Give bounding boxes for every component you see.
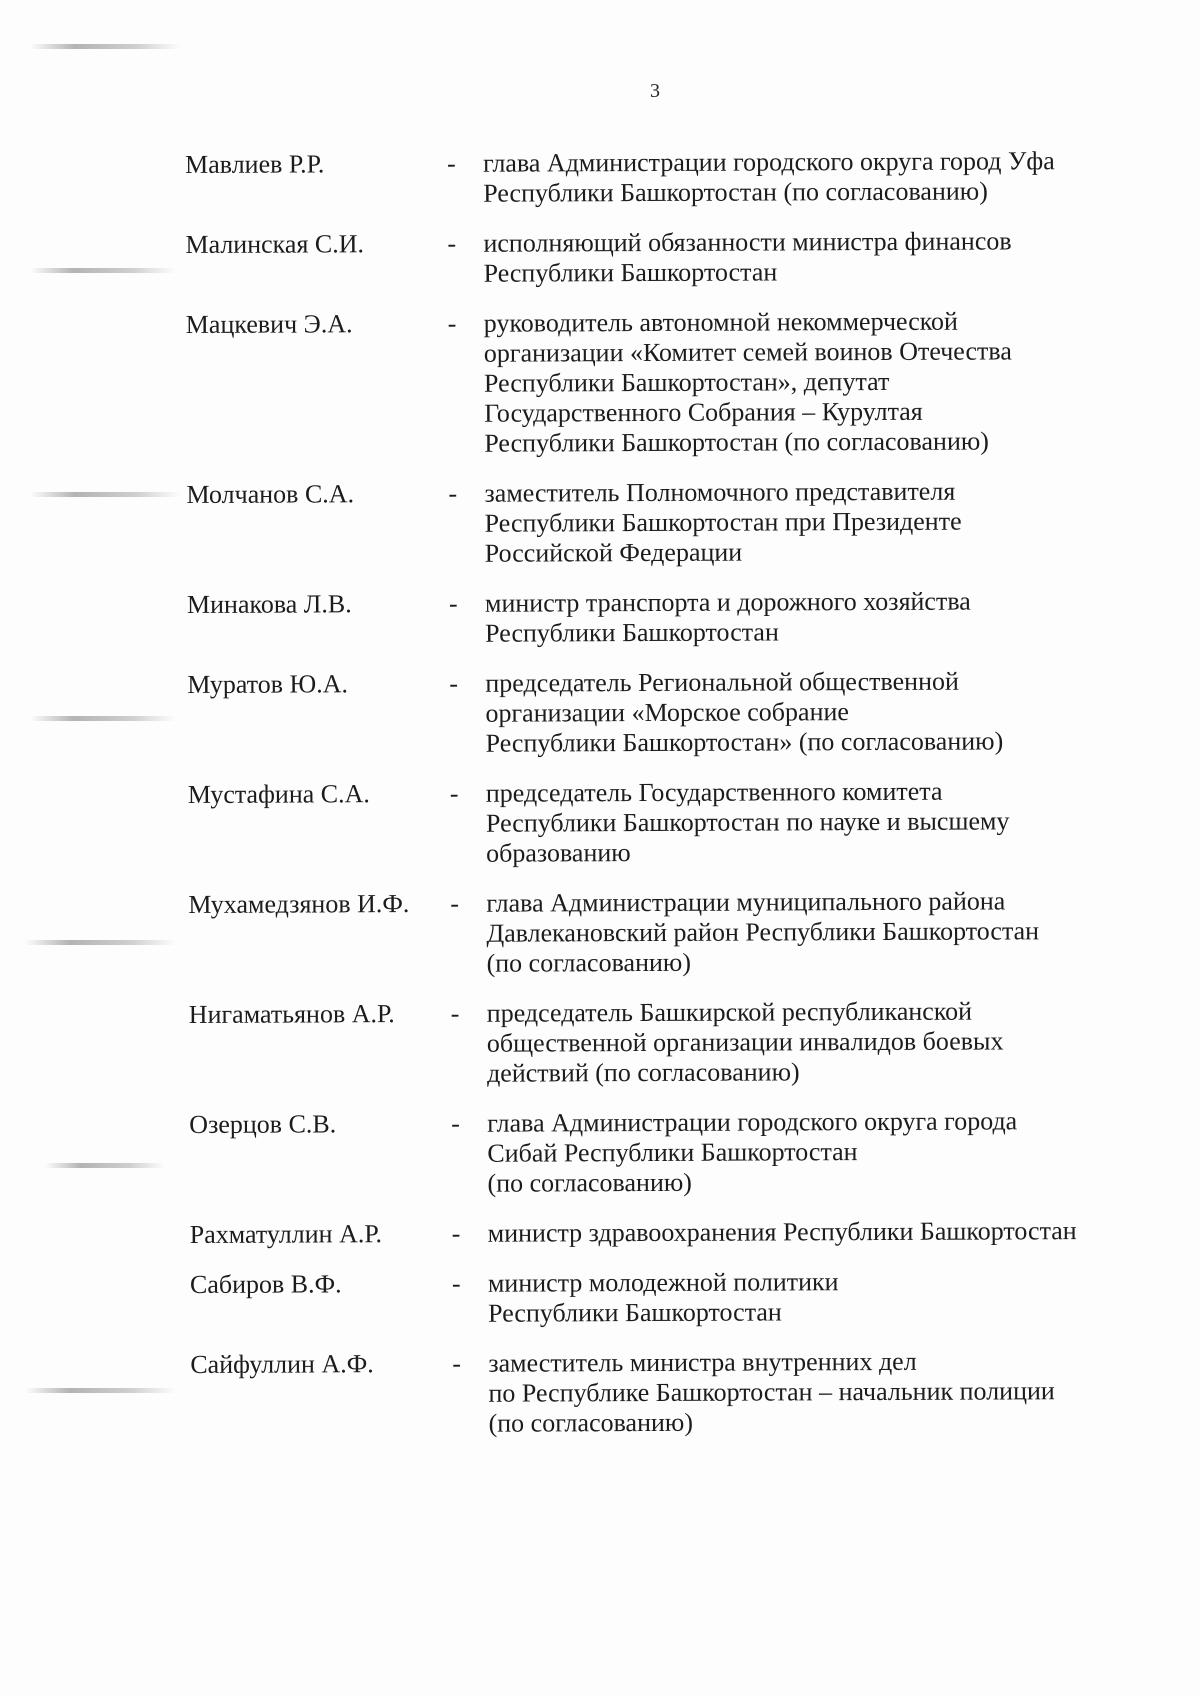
scan-artifact bbox=[25, 1388, 175, 1393]
list-item bbox=[189, 996, 1119, 1090]
member-position: глава Администрации муниципального района Давлекановский район Республики Башкортостан (по согласованию) bbox=[486, 886, 1040, 978]
member-position: исполняющий обязанности министра финансов Республики Башкортостан bbox=[483, 226, 1012, 288]
page-number: 3 bbox=[650, 80, 660, 102]
scan-artifact bbox=[30, 44, 180, 49]
list-item bbox=[190, 1346, 1120, 1440]
member-position: глава Администрации городского округа города Сибай Республики Башкортостан (по согласованию) bbox=[487, 1106, 1018, 1198]
list-item bbox=[186, 476, 1116, 570]
member-position: глава Администрации городского округа город Уфа Республики Башкортостан (по согласованию) bbox=[482, 146, 1055, 208]
member-position: заместитель Полномочного представителя Республики Башкортостан при Президенте Российской Федерации bbox=[484, 476, 962, 568]
member-name: Рахматуллин А.Р. bbox=[189, 1219, 383, 1249]
member-name: Молчанов С.А. bbox=[186, 479, 355, 509]
member-name: Минакова Л.В. bbox=[186, 589, 352, 619]
scan-artifact bbox=[30, 268, 175, 273]
member-name: Малинская С.И. bbox=[185, 229, 365, 259]
separator-dash: - bbox=[448, 478, 458, 508]
member-position: председатель Региональной общественной организации «Морское собрание Республики Башкортостан» (по согласованию) bbox=[485, 666, 1004, 758]
member-position: министр транспорта и дорожного хозяйства Республики Башкортостан bbox=[484, 586, 971, 648]
member-position: руководитель автономной некоммерческой организации «Комитет семей воинов Отечества Республики Башкортостан», депутат Государственного Собрания – Курултая Республики Башкортостан (по согласованию) bbox=[483, 306, 1012, 458]
member-name: Муратов Ю.А. bbox=[187, 669, 349, 699]
list-item bbox=[187, 666, 1117, 760]
member-name: Мавлиев Р.Р. bbox=[185, 149, 325, 179]
separator-dash: - bbox=[451, 1108, 460, 1138]
member-position: министр здравоохранения Республики Башкортостан bbox=[487, 1216, 1077, 1248]
list-item bbox=[188, 886, 1118, 980]
separator-dash: - bbox=[447, 308, 457, 338]
member-position: председатель Башкирской республиканской общественной организации инвалидов боевых действий (по согласованию) bbox=[486, 996, 1004, 1088]
member-name: Сайфуллин А.Ф. bbox=[190, 1349, 374, 1379]
scan-artifact bbox=[25, 940, 175, 945]
list-item bbox=[190, 1266, 1120, 1330]
list-item bbox=[185, 226, 1115, 290]
separator-dash: - bbox=[452, 1348, 462, 1378]
separator-dash: - bbox=[450, 888, 460, 918]
member-name: Озерцов С.В. bbox=[189, 1109, 337, 1139]
separator-dash: - bbox=[447, 228, 457, 258]
scan-artifact bbox=[30, 716, 175, 721]
list-item bbox=[190, 1216, 1120, 1250]
member-name: Нигаматьянов А.Р. bbox=[188, 999, 395, 1029]
member-name: Сабиров В.Ф. bbox=[189, 1269, 342, 1299]
member-name: Мустафина С.А. bbox=[187, 779, 370, 809]
member-list bbox=[185, 146, 1121, 1440]
list-item bbox=[185, 146, 1115, 210]
scan-artifact bbox=[45, 1163, 165, 1168]
member-name: Мацкевич Э.А. bbox=[185, 309, 353, 339]
member-name: Мухамедзянов И.Ф. bbox=[188, 889, 410, 919]
member-position: председатель Государственного комитета Республики Башкортостан по науке и высшему образованию bbox=[485, 776, 1010, 868]
list-item bbox=[187, 586, 1117, 650]
separator-dash: - bbox=[451, 1218, 461, 1248]
separator-dash: - bbox=[450, 998, 460, 1028]
separator-dash: - bbox=[446, 148, 456, 178]
separator-dash: - bbox=[451, 1268, 461, 1298]
separator-dash: - bbox=[448, 588, 458, 618]
scan-artifact bbox=[30, 492, 180, 497]
list-item bbox=[189, 1106, 1119, 1200]
separator-dash: - bbox=[449, 778, 459, 808]
list-item bbox=[186, 306, 1117, 460]
list-item bbox=[188, 776, 1118, 870]
separator-dash: - bbox=[449, 668, 459, 698]
member-position: заместитель министра внутренних дел по Республике Башкортостан – начальник полиции (по согласованию) bbox=[488, 1346, 1055, 1438]
member-position: министр молодежной политики Республики Башкортостан bbox=[487, 1267, 839, 1328]
